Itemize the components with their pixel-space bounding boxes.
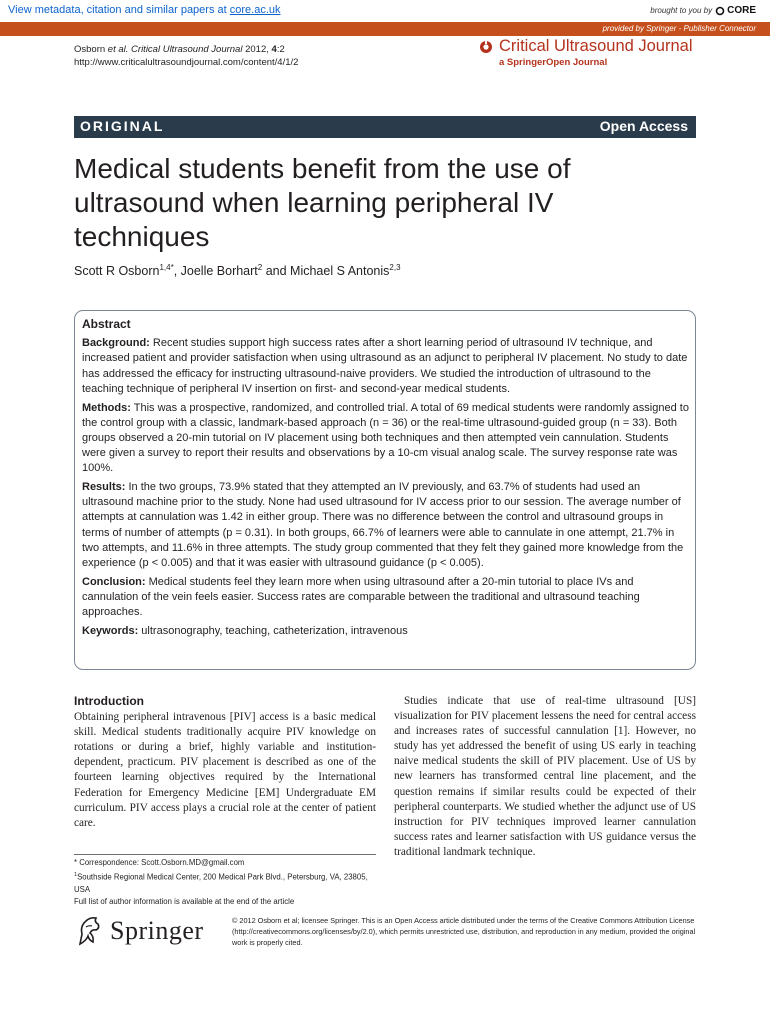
journal-name: Critical Ultrasound Journal xyxy=(499,37,693,55)
license-text: © 2012 Osborn et al; licensee Springer. This is an Open Access article distributed under the terms of the Creative Commons Attribution License (http://creativecommons.org/licenses/by/2.0), which permits unrestricted use, distribution, and reproduction in any medium, provided the original work is properly cited. xyxy=(232,916,696,947)
abstract-background: Background: Recent studies support high success rates after a short learning period of ultrasound IV technique, and increased patient and provider satisfaction when using ultrasound as an adjunct to peripheral IV placement. No study to date has addressed the efficacy for instructing ultrasound-naive providers. We studied the introduction of ultrasound to the teaching technique of peripheral IV insertion on first- and second-year medical students. xyxy=(82,337,688,395)
open-access-label: Open Access xyxy=(599,118,688,134)
introduction-heading: Introduction xyxy=(74,694,144,708)
article-url[interactable]: http://www.criticalultrasoundjournal.com/content/4/1/2 xyxy=(74,57,299,68)
journal-logo-icon xyxy=(479,40,493,54)
brought-to-you-label: brought to you by xyxy=(650,6,713,15)
left-column xyxy=(74,694,376,831)
springer-logo xyxy=(74,914,204,948)
article-type-label: ORIGINAL xyxy=(80,118,165,134)
provided-by-label: provided by Springer - Publisher Connector xyxy=(602,24,756,33)
abstract-results: Results: In the two groups, 73.9% stated that they attempted an IV previously, and 63.7% of students had used an ultrasound machine prior to the study. None had used ultrasound for IV access prior to our session. The average number of attempts at cannulation was 1.42 in either group. There was no difference between the control and ultrasound groups in terms of number of attempts (p = 0.31). In both groups, 66.7% of learners were able to cannulate in one attempt, 21.7% in two attempts, and 11.6% in three attempts. The study group commented that they felt they gained more knowledge from the experience (p < 0.005) and that it was easier with ultrasound guidance (p < 0.005). xyxy=(82,481,684,570)
introduction-paragraph: Obtaining peripheral intravenous [PIV] access is a basic medical skill. Medical students traditionally acquire PIV knowledge on rotations or during a brief, highly variable and institution-dependent, practicum. PIV placement is described as one of the fourteen learning objectives required by the International Federation for Emergency Medicine [EM] Undergraduate EM curriculum. PIV access plays a crucial role at the center of patient care. xyxy=(74,711,376,829)
right-column xyxy=(394,694,696,860)
core-brought-by xyxy=(650,5,756,16)
abstract-keywords: Keywords: ultrasonography, teaching, catheterization, intravenous xyxy=(82,624,408,637)
author-list: Scott R Osborn$^{1,4*}$, Joelle Borhart$^2$ and Michael S Antonis$^{2,3}$ xyxy=(74,263,401,279)
springer-wordmark: Springer xyxy=(110,916,204,945)
footnotes xyxy=(74,857,376,908)
abstract-conclusion: Conclusion: Medical students feel they learn more when using ultrasound after a 20-min tutorial to place IVs and cannulation of the vein feels easier. Success rates are comparable between the traditional and ultrasound teaching approaches. xyxy=(82,575,640,619)
correspondence-note: * Correspondence: Scott.Osborn.MD@gmail.com xyxy=(74,858,245,867)
body-paragraph: Studies indicate that use of real-time ultrasound [US] visualization for PIV placement lessens the need for central access and increases rates of successful cannulation [1]. However, no study has yet addressed the benefit of using US early in teaching naive medical students the skill of PIV placement. Use of US by new learners has transformed central line placement, and the question remains if similar results could be expected of their peripheral counterparts. We studied whether the adjunct use of US instruction for PIV techniques improved learner cannulation success rates and learner satisfaction with US guidance versus the traditional landmark technique. xyxy=(394,695,696,858)
journal-subtitle: a SpringerOpen Journal xyxy=(499,57,608,68)
core-metadata-link[interactable]: View metadata, citation and similar papers at core.ac.uk xyxy=(8,4,281,16)
affiliation-note: $^1$Southside Regional Medical Center, 200 Medical Park Blvd., Petersburg, VA, 23805, USA xyxy=(74,872,368,894)
core-brand-label: CORE xyxy=(727,5,756,16)
springer-horse-icon xyxy=(74,914,104,948)
author-affiliation: 1,4* xyxy=(159,263,174,272)
author-name: Michael S Antonis xyxy=(290,264,390,279)
core-icon xyxy=(715,6,725,16)
author-affiliation: 2,3 xyxy=(389,263,401,272)
abstract-methods: Methods: This was a prospective, randomized, and controlled trial. A total of 69 medical students were randomly assigned to the control group with a classic, landmark-based approach (n = 36) or the real-time ultrasound-guided group (n = 33). Both groups observed a 20-min tutorial on IV placement using both techniques and then attempted vein cannulation. Students were given a survey to report their results and observations by a 10-cm visual analog scale. The survey response rate was 100%. xyxy=(82,401,689,475)
citation-line: Osborn et al. Critical Ultrasound Journal 2012, 4:2 xyxy=(74,44,285,55)
abstract-heading: Abstract xyxy=(82,317,131,331)
footnote-divider xyxy=(74,854,376,855)
author-name: Scott R Osborn xyxy=(74,264,160,279)
abstract-box xyxy=(74,310,696,670)
author-info-note: Full list of author information is available at the end of the article xyxy=(74,896,295,906)
core-logo[interactable] xyxy=(715,5,756,16)
author-name: Joelle Borhart xyxy=(180,264,258,279)
journal-brand xyxy=(479,37,693,56)
article-title: Medical students benefit from the use of ultrasound when learning peripheral IV techniques xyxy=(74,153,571,252)
author-affiliation: 2 xyxy=(257,263,263,272)
